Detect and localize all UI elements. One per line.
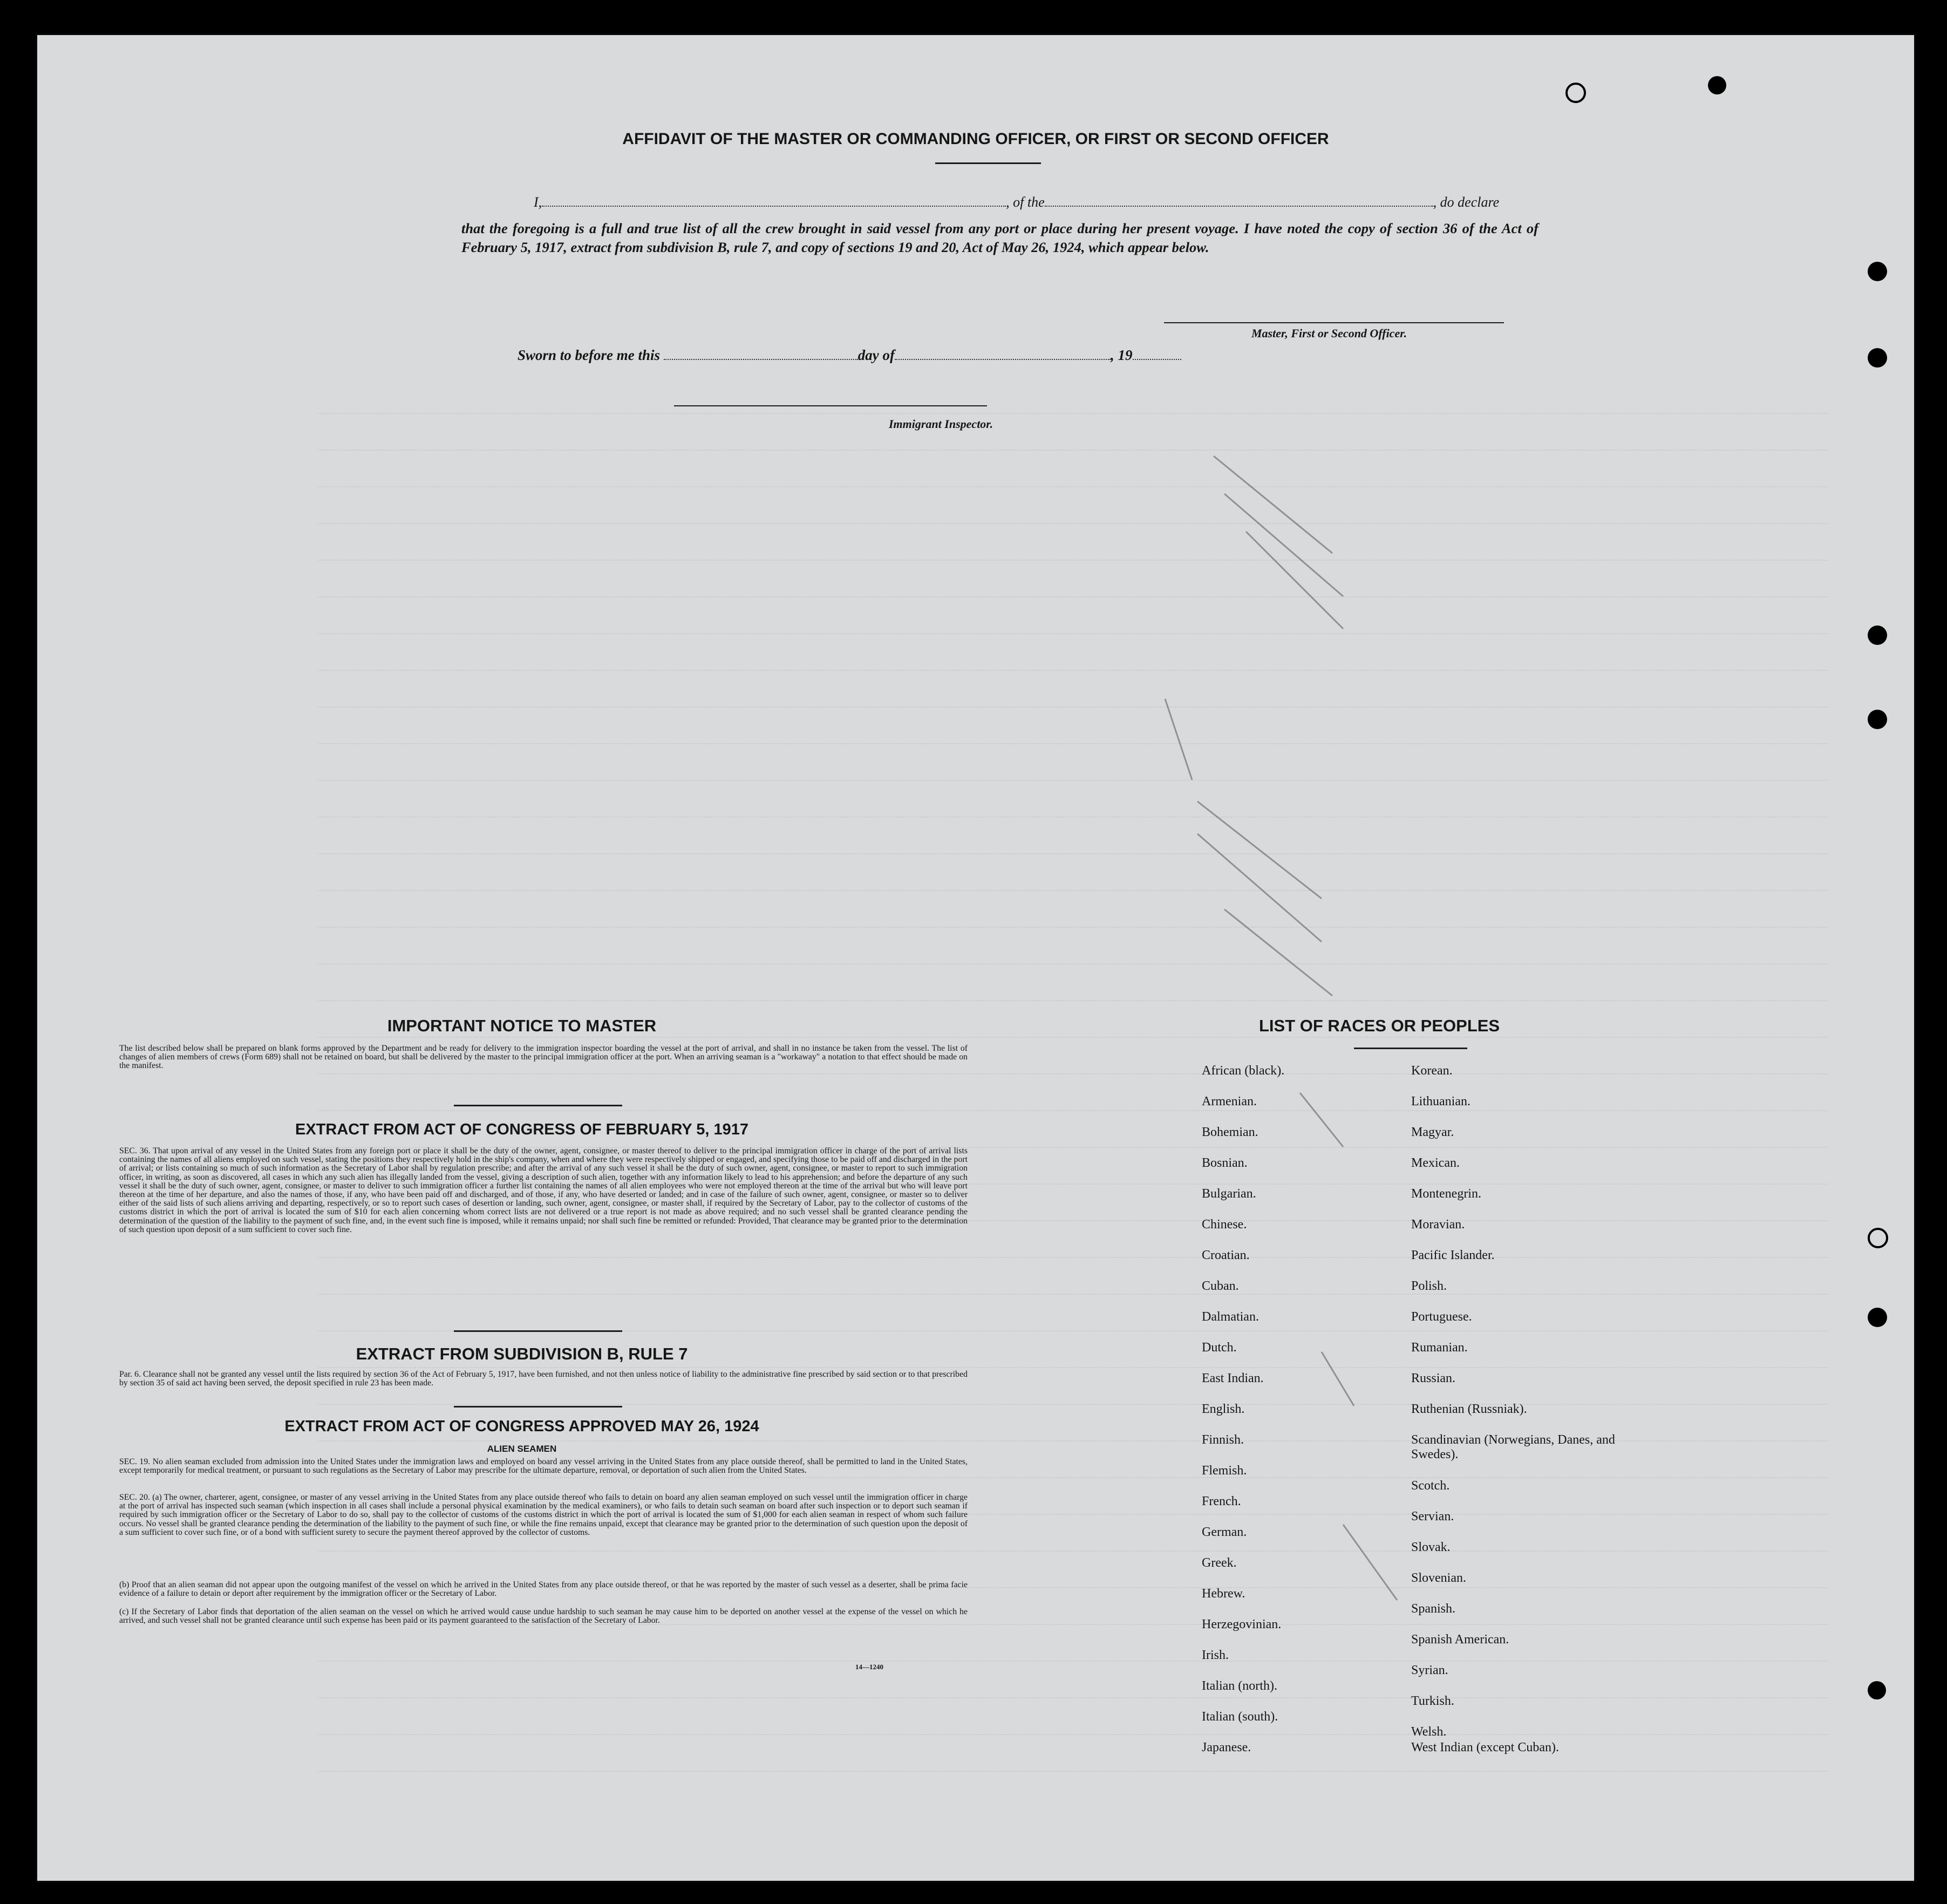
race-item: French.	[1202, 1494, 1241, 1508]
race-item: West Indian (except Cuban).	[1411, 1740, 1559, 1755]
divider-rule7	[454, 1406, 622, 1407]
affidavit-title: AFFIDAVIT OF THE MASTER OR COMMANDING OFFICER, OR FIRST OR SECOND OFFICER	[622, 130, 1329, 148]
race-item: Scandinavian (Norwegians, Danes, and Swedes).	[1411, 1433, 1615, 1461]
day-blank	[664, 359, 858, 360]
race-item: Slovenian.	[1411, 1571, 1466, 1585]
race-item: Lithuanian.	[1411, 1094, 1471, 1109]
race-item: Slovak.	[1411, 1540, 1451, 1554]
sworn-prefix: Sworn to before me this	[518, 347, 661, 363]
sec20c-body: (c) If the Secretary of Labor finds that deportation of the alien seaman on the vessel on which he arrived would cause undue hardship to such seaman he may cause him to be deported on another vessel at the expense of the vessel on which he arrived, and such vessel shall not be granted clearance until such expense has been paid or its payment guaranteed to the satisfaction of the Secretary of Labor.	[119, 1607, 968, 1626]
notice-title: IMPORTANT NOTICE TO MASTER	[387, 1016, 657, 1035]
race-item: Korean.	[1411, 1064, 1453, 1078]
race-item: Finnish.	[1202, 1433, 1244, 1447]
race-item: Flemish.	[1202, 1464, 1247, 1478]
race-item: Bohemian.	[1202, 1125, 1258, 1139]
name-blank	[542, 206, 1006, 207]
extract-rule7-body: Par. 6. Clearance shall not be granted any vessel until the lists required by section 36 of the Act of February 5, 1917, have been furnished, and not then unless notice of liability to the administrative fine prescribed by said section or to that prescribed by section 35 of said act having been served, the deposit specified in rule 23 has been made.	[119, 1370, 968, 1388]
year-blank	[1133, 359, 1181, 360]
pencil-mark	[1246, 532, 1343, 629]
race-item: East Indian.	[1202, 1371, 1264, 1385]
sworn-day-of: day of	[857, 347, 895, 363]
race-item: Armenian.	[1202, 1094, 1257, 1109]
month-blank	[895, 359, 1111, 360]
inspector-line	[674, 405, 987, 406]
race-item: Irish.	[1202, 1648, 1229, 1662]
punch-hole	[1868, 710, 1887, 729]
pencil-mark	[1214, 456, 1332, 553]
race-item: Ruthenian (Russniak).	[1411, 1402, 1527, 1416]
punch-hole	[1868, 1681, 1886, 1699]
signature-line	[1164, 322, 1504, 323]
punch-hole	[1868, 1228, 1888, 1248]
race-item: Pacific Islander.	[1411, 1248, 1495, 1262]
race-item: Japanese.	[1202, 1740, 1251, 1755]
punch-hole	[1708, 76, 1726, 94]
title-underline	[935, 162, 1041, 164]
extract-1924-title: EXTRACT FROM ACT OF CONGRESS APPROVED MAY 26, 1924	[284, 1418, 759, 1435]
pencil-mark	[1322, 1352, 1354, 1406]
race-item: Dutch.	[1202, 1341, 1237, 1355]
race-item: Scotch.	[1411, 1479, 1450, 1493]
form-number: 14—1240	[855, 1663, 883, 1671]
race-item: Bulgarian.	[1202, 1187, 1256, 1201]
document-page	[36, 33, 1916, 1882]
punch-hole	[1565, 83, 1586, 103]
pencil-marks	[37, 35, 1914, 1881]
race-item: Spanish American.	[1411, 1633, 1509, 1647]
affidavit-body: that the foregoing is a full and true list of all the crew brought in said vessel from any port or place during her present voyage. I have noted the copy of section 36 of the Act of February 5, 1917, extract from subdivision B, rule 7, and copy of sections 19 and 20, Act of May 26, 1924, which appear below.	[461, 220, 1538, 255]
extract-1917-title: EXTRACT FROM ACT OF CONGRESS OF FEBRUARY 5, 1917	[295, 1121, 749, 1138]
race-item: Italian (south).	[1202, 1710, 1278, 1724]
affidavit-do-declare: , do declare	[1433, 194, 1500, 210]
inspector-caption: Immigrant Inspector.	[889, 417, 993, 431]
race-item: African (black).	[1202, 1064, 1285, 1078]
race-item: Russian.	[1411, 1371, 1456, 1385]
race-item: German.	[1202, 1525, 1247, 1539]
race-item: Magyar.	[1411, 1125, 1454, 1139]
races-title: LIST OF RACES OR PEOPLES	[1259, 1016, 1500, 1035]
race-item: Mexican.	[1411, 1156, 1460, 1170]
race-item: Moravian.	[1411, 1218, 1465, 1232]
race-item: Chinese.	[1202, 1218, 1247, 1232]
sec19-body: SEC. 19. No alien seaman excluded from admission into the United States under the immigration laws and employed on board any vessel arriving in the United States from any place outside thereof, shall be permitted to land in the United States, except temporarily for medical treatment, or pursuant to such regulations as the Secretary of Labor may prescribe for the ultimate departure, removal, or deportation of such alien from the United States.	[119, 1457, 968, 1475]
alien-seamen-subtitle: ALIEN SEAMEN	[487, 1444, 557, 1454]
extract-rule7-title: EXTRACT FROM SUBDIVISION B, RULE 7	[356, 1344, 688, 1363]
race-item: Dalmatian.	[1202, 1310, 1259, 1324]
races-divider	[1354, 1048, 1467, 1049]
notice-divider	[454, 1105, 622, 1106]
signature-caption: Master, First or Second Officer.	[1251, 327, 1407, 340]
pencil-mark	[1300, 1093, 1343, 1147]
race-item: Bosnian.	[1202, 1156, 1248, 1170]
affidavit-declaration-line	[534, 194, 1499, 210]
race-item: Rumanian.	[1411, 1341, 1468, 1355]
pencil-mark	[1165, 699, 1192, 780]
race-item: Portuguese.	[1411, 1310, 1472, 1324]
race-item: Polish.	[1411, 1279, 1447, 1293]
notice-body: The list described below shall be prepared on blank forms approved by the Department and be ready for delivery to the immigration inspector boarding the vessel at the port of arrival, and shall in no instance be taken from the vessel. The list of changes of alien members of crews (Form 689) shall not be retained on board, but shall be delivered by the master to the principal immigration officer at the port. When an arriving seaman is a "workaway" a notation to that effect should be made on the manifest.	[119, 1044, 968, 1071]
extract-1917-body: SEC. 36. That upon arrival of any vessel in the United States from any foreign port or place it shall be the duty of the owner, agent, consignee, or master thereof to deliver to the principal immigration officer in charge of the port of arrival lists containing the names of all aliens employed on such vessel, stating the positions they respectively hold in the ship's company, when and where they were respectively shipped or engaged, and specifying those to be paid off and discharged in the port of arrival; or lists containing so much of such information as the Secretary of Labor shall by regulation prescribe; and after the arrival of any such vessel it shall be the duty of such owner, agent, consignee, or master to report to such immigration officer, in writing, as soon as discovered, all cases in which any such alien has illegally landed from the vessel, giving a description of such alien, together with any information likely to lead to his apprehension; and before the departure of any such vessel it shall be the duty of such owner, agent, consignee, or master to deliver to such immigration officer a further list containing the names of all alien employees who were not employed thereon at the time of the arrival but who will leave port thereon at the time of her departure, and also the names of those, if any, who have been paid off and discharged, and of those, if any, who have deserted or landed; and in case of the failure of such owner, agent, consignee, or master so to deliver either of the said lists of such aliens arriving and departing, respectively, or so to report such cases of desertion or landing, such owner, agent, consignee, or master shall, if required by the Secretary of Labor, pay to the collector of customs of the customs district in which the port of arrival is located the sum of $10 for each alien concerning whom correct lists are not delivered or a true report is not made as above required; and no such vessel shall be granted clearance pending the determination of the question of the liability to the payment of such fine, and, in the event such fine is imposed, while it remains unpaid; nor shall such fine be remitted or refunded: Provided, That clearance may be granted prior to the determination of such question upon deposit of a sum sufficient to cover such fine.	[119, 1146, 968, 1234]
race-item: Italian (north).	[1202, 1679, 1277, 1693]
affidavit-i: I,	[534, 194, 542, 210]
sworn-line	[518, 347, 1181, 364]
sec20a-body: SEC. 20. (a) The owner, charterer, agent, consignee, or master of any vessel arriving in the United States from any place outside thereof who fails to detain on board any alien seaman employed on such vessel until the immigration officer in charge at the port of arrival has inspected such seaman (which inspection in all cases shall include a personal physical examination by the medical examiners), or who fails to detain such seaman on board after such inspection or to deport such seaman if required by such immigration officer or the Secretary of Labor to do so, shall pay to the collector of customs of the customs district in which the port of arrival is located the sum of $1,000 for each alien seaman in respect of whom such failure occurs. No vessel shall be granted clearance pending the determination of the liability to the payment of such fine, or while the fine remains unpaid, except that clearance may be granted prior to the determination of such question upon the deposit of a sum sufficient to cover such fine, or of a bond with sufficient surety to secure the payment thereof approved by the collector of customs.	[119, 1493, 968, 1537]
race-item: Servian.	[1411, 1509, 1454, 1524]
pencil-mark	[1343, 1525, 1397, 1600]
race-item: Herzegovinian.	[1202, 1617, 1282, 1631]
race-item: English.	[1202, 1402, 1245, 1416]
punch-hole	[1868, 625, 1887, 645]
punch-hole	[1868, 1308, 1887, 1327]
race-item: Greek.	[1202, 1556, 1237, 1570]
pencil-mark	[1224, 494, 1343, 596]
punch-hole	[1868, 348, 1887, 368]
race-item: Turkish.	[1411, 1694, 1454, 1708]
race-item: Montenegrin.	[1411, 1187, 1481, 1201]
punch-hole	[1868, 262, 1887, 281]
affidavit-of-the: , of the	[1006, 194, 1045, 210]
divider-1917	[454, 1330, 622, 1332]
race-item: Spanish.	[1411, 1602, 1456, 1616]
race-item: Hebrew.	[1202, 1587, 1245, 1601]
race-item: Syrian.	[1411, 1663, 1448, 1677]
race-item: Croatian.	[1202, 1248, 1250, 1262]
sec20b-body: (b) Proof that an alien seaman did not appear upon the outgoing manifest of the vessel on which he arrived in the United States from any place outside thereof, or that he was reported by the master of such vessel as a deserter, shall be prima facie evidence of a failure to detain or deport after requirement by the immigration officer or the Secretary of Labor.	[119, 1580, 968, 1599]
race-item: Welsh.	[1411, 1725, 1447, 1739]
race-item: Cuban.	[1202, 1279, 1239, 1293]
pencil-mark	[1224, 909, 1332, 996]
vessel-blank	[1045, 206, 1433, 207]
sworn-year: , 19	[1111, 347, 1133, 363]
